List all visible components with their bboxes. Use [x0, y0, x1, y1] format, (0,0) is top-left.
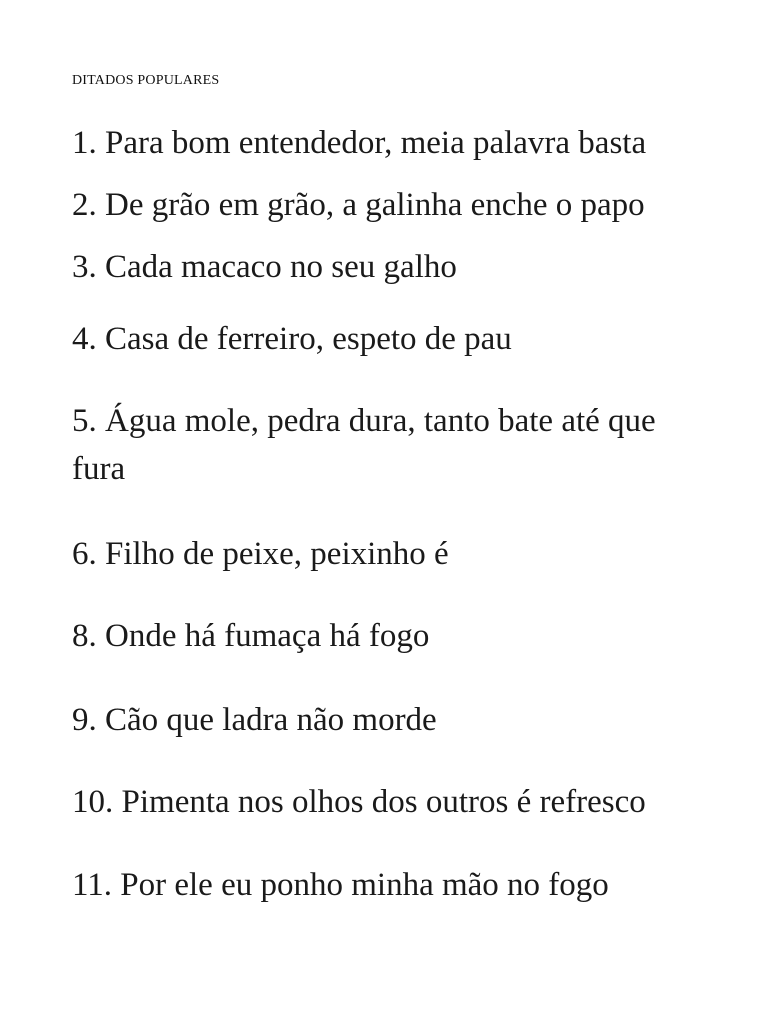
- proverb-item: 8. Onde há fumaça há fogo: [72, 618, 430, 654]
- proverb-item: 11. Por ele eu ponho minha mão no fogo: [72, 867, 609, 903]
- proverb-item: 1. Para bom entendedor, meia palavra basta: [72, 125, 647, 161]
- proverb-item: 10. Pimenta nos olhos dos outros é refresco: [72, 784, 646, 820]
- document-title: DITADOS POPULARES: [72, 73, 220, 88]
- proverb-item: 9. Cão que ladra não morde: [72, 702, 437, 738]
- proverb-item: 6. Filho de peixe, peixinho é: [72, 536, 449, 572]
- proverb-item: 5. Água mole, pedra dura, tanto bate até que fura: [72, 403, 656, 487]
- proverb-item: 2. De grão em grão, a galinha enche o papo: [72, 187, 645, 223]
- proverb-item: 3. Cada macaco no seu galho: [72, 249, 457, 285]
- proverb-item: 4. Casa de ferreiro, espeto de pau: [72, 321, 512, 357]
